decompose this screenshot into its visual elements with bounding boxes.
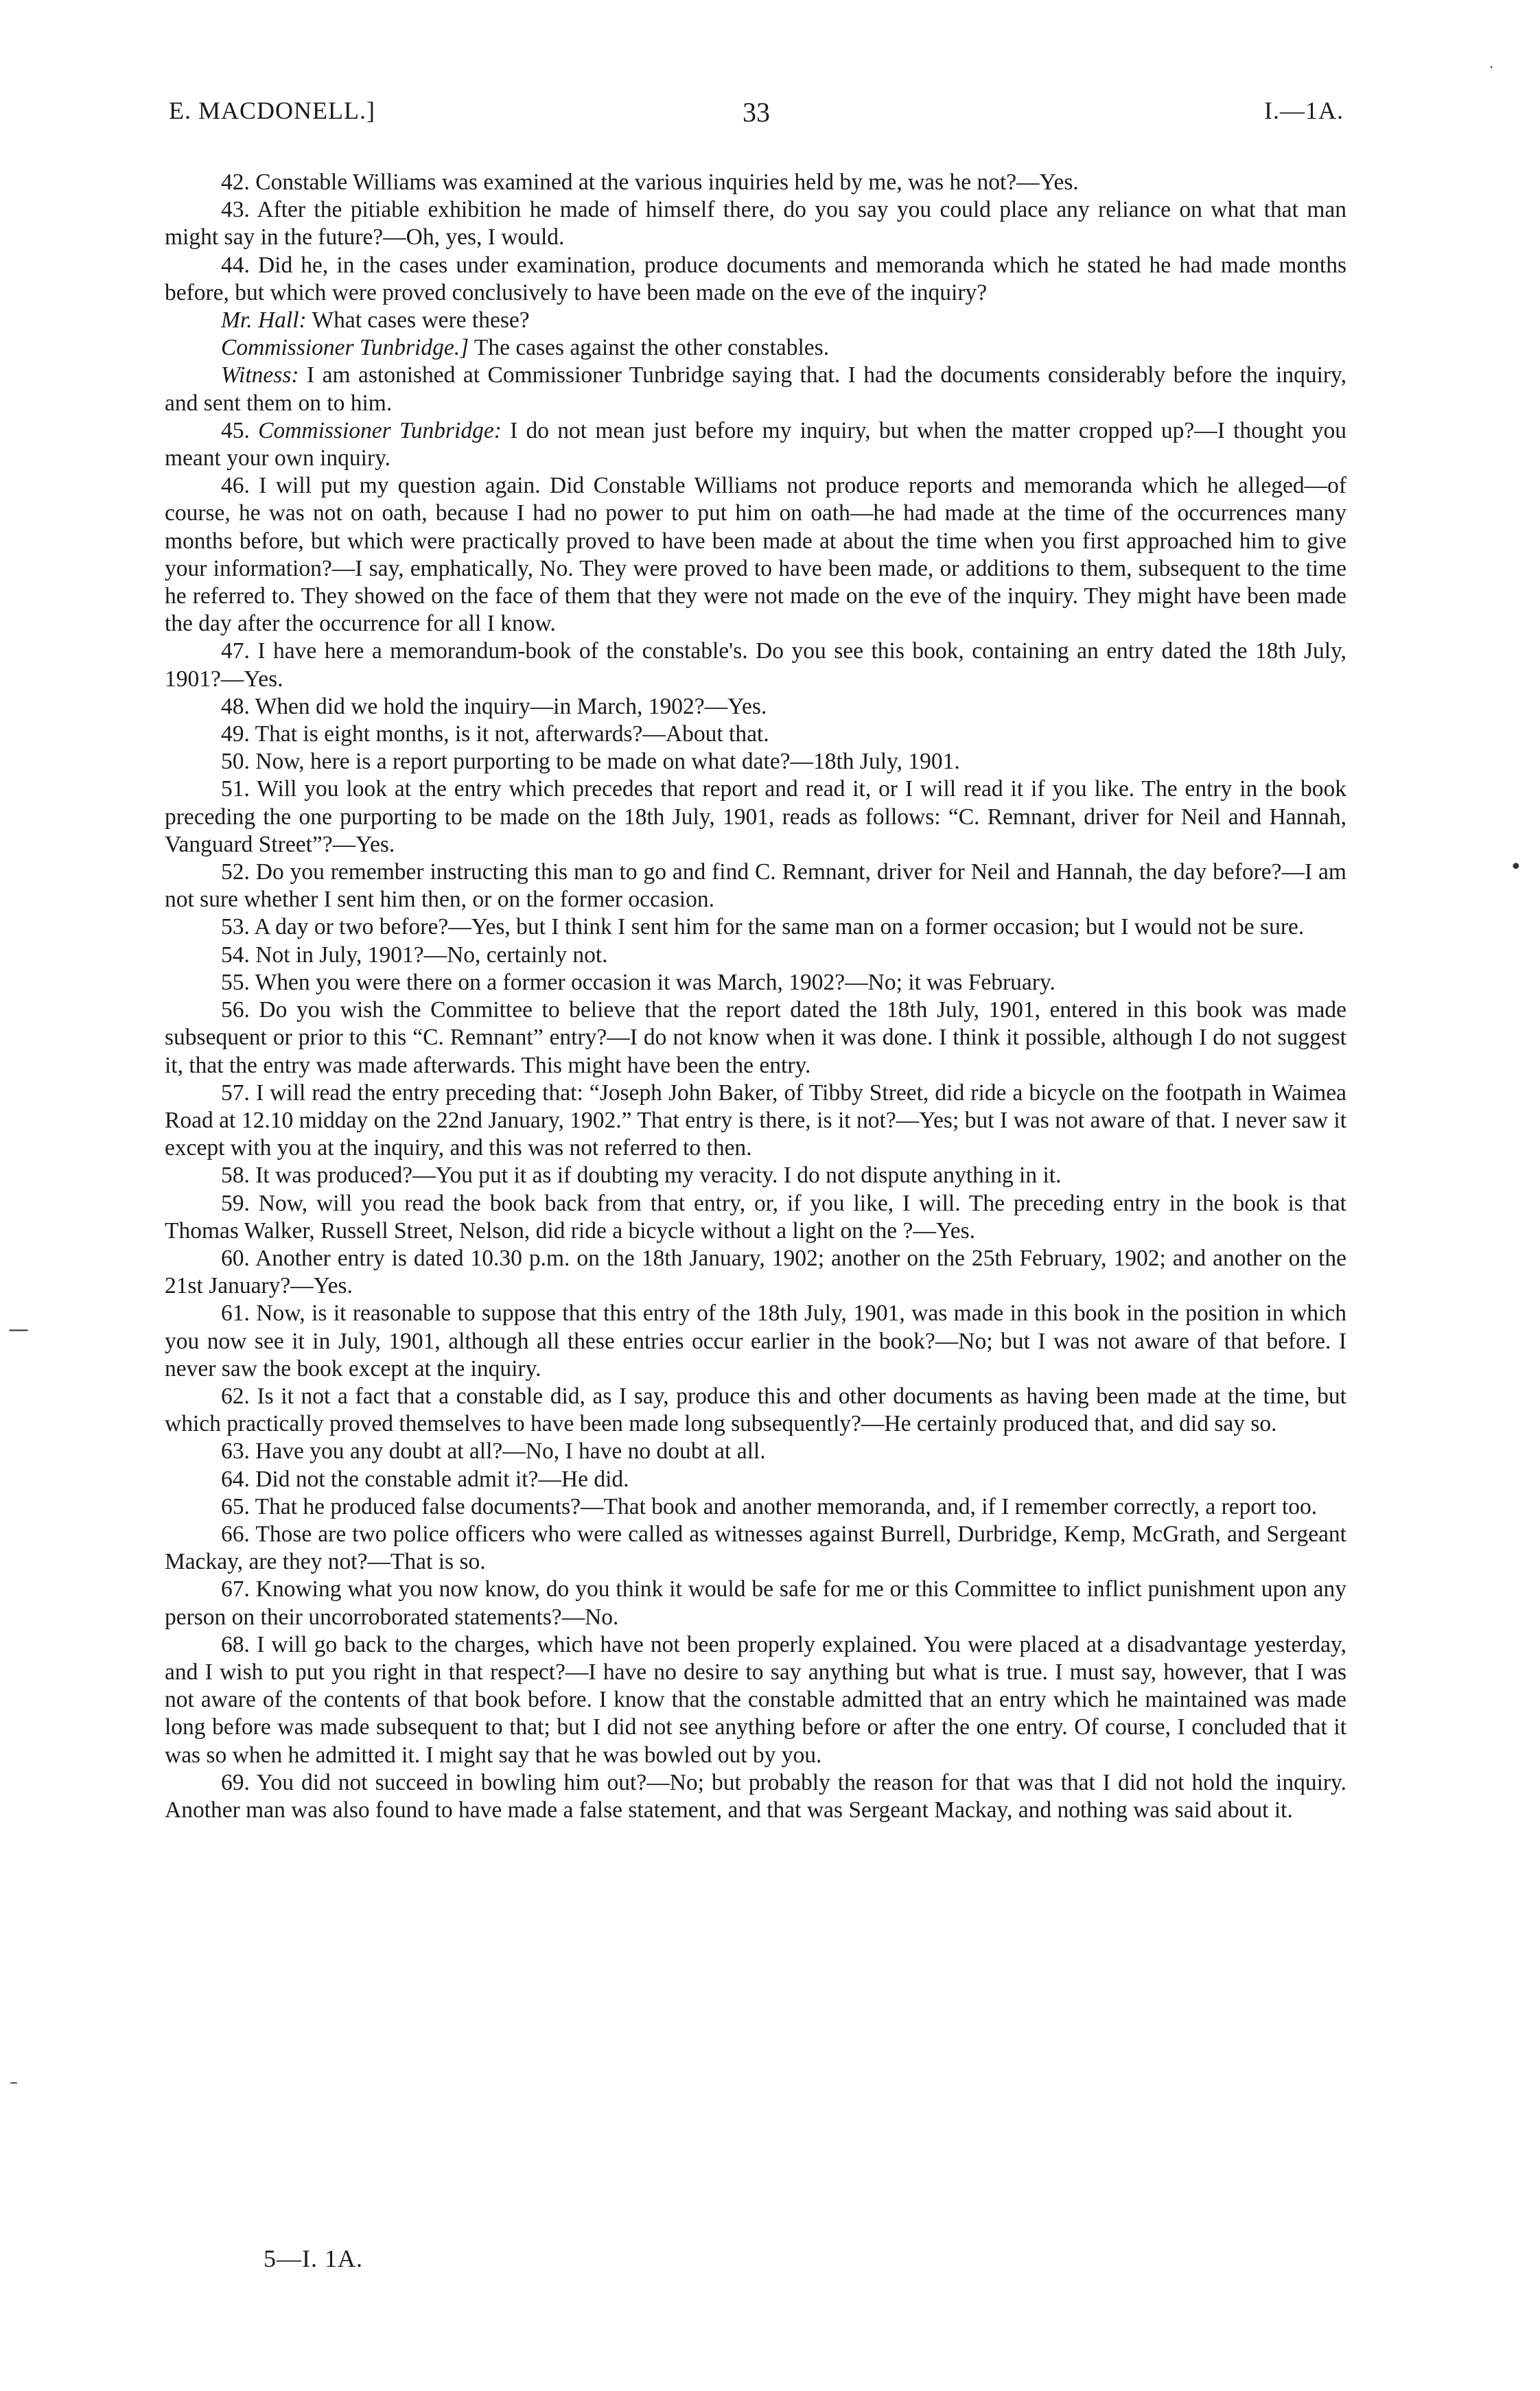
evidence-paragraph [165, 362, 1346, 417]
margin-dash-mark: — [8, 1318, 29, 1342]
evidence-paragraph [165, 472, 1346, 638]
evidence-paragraph [165, 417, 1346, 472]
paragraph-text: 60. Another entry is dated 10.30 p.m. on the 18th January, 1902; another on the 25th February, 1902; and another on the 21st January?—Yes. [165, 1245, 1346, 1299]
page-number: 33 [743, 97, 770, 128]
evidence-paragraph [165, 1080, 1346, 1163]
evidence-paragraph [165, 748, 1346, 775]
paragraph-text: 62. Is it not a fact that a constable did, as I say, produce this and other documents as having been made at the time, but which practically proved themselves to have been made long subsequently?—He certainly produced that, and did say so. [165, 1383, 1346, 1437]
margin-dash-mark: – [10, 2073, 18, 2092]
margin-tick-mark: · [1489, 59, 1494, 75]
evidence-paragraph [165, 1769, 1346, 1824]
evidence-paragraph [165, 721, 1346, 748]
paragraph-text: 59. Now, will you read the book back from that entry, or, if you like, I will. The preceding entry in the book is that Thomas Walker, Russell Street, Nelson, did ride a bicycle without a light on the ?—Yes. [165, 1190, 1346, 1244]
paragraph-text: 56. Do you wish the Committee to believe that the report dated the 18th July, 1901, entered in this book was made subsequent or prior to this “C. Remnant” entry?—I do not know when it was done. I think it possible, although I do not suggest it, that the entry was made afterwards. This might have been the entry. [165, 997, 1346, 1078]
paragraph-text: 43. After the pitiable exhibition he made of himself there, do you say you could place any reliance on what that man might say in the future?—Oh, yes, I would. [165, 197, 1346, 250]
evidence-paragraph [165, 196, 1346, 251]
evidence-paragraph [165, 638, 1346, 692]
paragraph-text: I do not mean just before my inquiry, but when the matter cropped up?—I thought you meant your own inquiry. [165, 417, 1346, 471]
evidence-paragraph [165, 1466, 1346, 1493]
evidence-paragraph [165, 1190, 1346, 1245]
paragraph-text: The cases against the other constables. [469, 335, 830, 361]
evidence-paragraph [165, 1300, 1346, 1383]
evidence-body [165, 169, 1346, 1824]
paragraph-text: 44. Did he, in the cases under examination, produce documents and memoranda which he stated he had made months before, but which were proved conclusively to have been made on the eve of the inquiry? [165, 252, 1346, 305]
paragraph-text: What cases were these? [306, 307, 530, 334]
paragraph-text: 54. Not in July, 1901?—No, certainly not. [221, 942, 608, 968]
speaker-name: Commissioner Tunbridge.] [221, 335, 469, 361]
paragraph-text: 42. Constable Williams was examined at the various inquiries held by me, was he not?—Yes. [221, 170, 1079, 195]
paragraph-text: 50. Now, here is a report purporting to be made on what date?—18th July, 1901. [221, 749, 960, 775]
paragraph-text: 53. A day or two before?—Yes, but I think I sent him for the same man on a former occasion; but I would not be sure. [221, 914, 1305, 940]
evidence-paragraph [165, 1383, 1346, 1438]
paragraph-text: 51. Will you look at the entry which precedes that report and read it, or I will read it if you like. The entry in the book preceding the one purporting to be made on the 18th July, 1901, reads as follows: “C. Remnant, driver for Neil and Hannah, Vanguard Street”?—Yes. [165, 776, 1346, 857]
evidence-paragraph [165, 996, 1346, 1080]
paragraph-text: I am astonished at Commissioner Tunbridge saying that. I had the documents considerably before the inquiry, and sent them on to him. [165, 362, 1346, 416]
paragraph-text: 69. You did not succeed in bowling him out?—No; but probably the reason for that was that I did not hold the inquiry. Another man was also found to have made a false statement, and that was Sergeant Mackay, and nothing was said about it. [165, 1769, 1346, 1823]
speaker-name: Witness: [221, 362, 299, 388]
paragraph-text: 52. Do you remember instructing this man to go and find C. Remnant, driver for Neil and Hannah, the day before?—I am not sure whether I sent him then, or on the former occasion. [165, 859, 1346, 913]
signature-mark: 5—I. 1A. [264, 2245, 363, 2272]
paragraph-text: 63. Have you any doubt at all?—No, I have no doubt at all. [221, 1438, 766, 1465]
paragraph-text: 58. It was produced?—You put it as if doubting my veracity. I do not dispute anything in it. [221, 1163, 1062, 1189]
paragraph-text: 48. When did we hold the inquiry—in March, 1902?—Yes. [221, 693, 767, 719]
paragraph-text: 68. I will go back to the charges, which have not been properly explained. You were placed at a disadvantage yesterday, and I wish to put you right in that respect?—I have no desire to say anything but what is true. I must say, however, that I was not aware of the contents of that book before. I know that the constable admitted that an entry which he maintained was made long before was made subsequent to that; but I did not see anything before or after the one entry. Of course, I concluded that it was so when he admitted it. I might say that he was bowled out by you. [165, 1631, 1346, 1768]
evidence-paragraph [165, 942, 1346, 969]
evidence-paragraph [165, 859, 1346, 913]
speaker-name: Mr. Hall: [221, 307, 307, 334]
evidence-paragraph [165, 334, 1346, 362]
header-author: E. MACDONELL.] [169, 97, 375, 124]
evidence-paragraph [165, 1438, 1346, 1465]
evidence-paragraph [165, 252, 1346, 307]
paragraph-text: 67. Knowing what you now know, do you think it would be safe for me or this Committee to inflict punishment upon any person on their uncorroborated statements?—No. [165, 1576, 1346, 1630]
evidence-paragraph [165, 1162, 1346, 1189]
running-header [169, 96, 1344, 137]
evidence-paragraph [165, 913, 1346, 941]
paragraph-text: 57. I will read the entry preceding that: “Joseph John Baker, of Tibby Street, did ride a bicycle on the footpath in Waimea Road at 12.10 midday on the 22nd January, 1902.” That entry is there, is it not?—Yes; but I was not aware of that. I never saw it except with you at the inquiry, and this was not referred to then. [165, 1080, 1346, 1161]
evidence-paragraph [165, 307, 1346, 334]
paper-reference: I.—1A. [1264, 97, 1344, 124]
question-number: 45. [221, 417, 259, 443]
evidence-paragraph [165, 969, 1346, 996]
paragraph-text: 46. I will put my question again. Did Constable Williams not produce reports and memoranda which he alleged—of course, he was not on oath, because I had no power to put him on oath—he had made at the time of the occurrences many months before, but which were practically proved to have been made at about the time when you first approached him to give your information?—I say, emphatically, No. They were proved to have been made, or additions to them, subsequent to the time he referred to. They showed on the face of them that they were not made on the eve of the inquiry. They might have been made the day after the occurrence for all I know. [165, 473, 1346, 637]
evidence-paragraph [165, 1521, 1346, 1576]
evidence-paragraph [165, 1576, 1346, 1631]
evidence-paragraph [165, 169, 1346, 196]
paragraph-text: 47. I have here a memorandum-book of the constable's. Do you see this book, containing an entry dated the 18th July, 1901?—Yes. [165, 638, 1346, 692]
paragraph-text: 61. Now, is it reasonable to suppose that this entry of the 18th July, 1901, was made in this book in the position in which you now see it in July, 1901, although all these entries occur earlier in the book?—No; but I was not aware of that before. I never saw the book except at the inquiry. [165, 1301, 1346, 1381]
paragraph-text: 64. Did not the constable admit it?—He did. [221, 1466, 629, 1492]
paragraph-text: 49. That is eight months, is it not, afterwards?—About that. [221, 721, 769, 747]
evidence-paragraph [165, 693, 1346, 721]
paragraph-text: 66. Those are two police officers who were called as witnesses against Burrell, Durbridge, Kemp, McGrath, and Sergeant Mackay, are they not?—That is so. [165, 1521, 1346, 1575]
paragraph-text: 65. That he produced false documents?—That book and another memoranda, and, if I remember correctly, a report too. [221, 1493, 1318, 1519]
evidence-paragraph [165, 1245, 1346, 1300]
evidence-paragraph [165, 775, 1346, 859]
margin-dot-mark: • [1510, 855, 1522, 879]
evidence-paragraph [165, 1493, 1346, 1521]
evidence-paragraph [165, 1631, 1346, 1769]
speaker-name: Commissioner Tunbridge: [258, 417, 502, 443]
paragraph-text: 55. When you were there on a former occasion it was March, 1902?—No; it was February. [221, 969, 1055, 995]
